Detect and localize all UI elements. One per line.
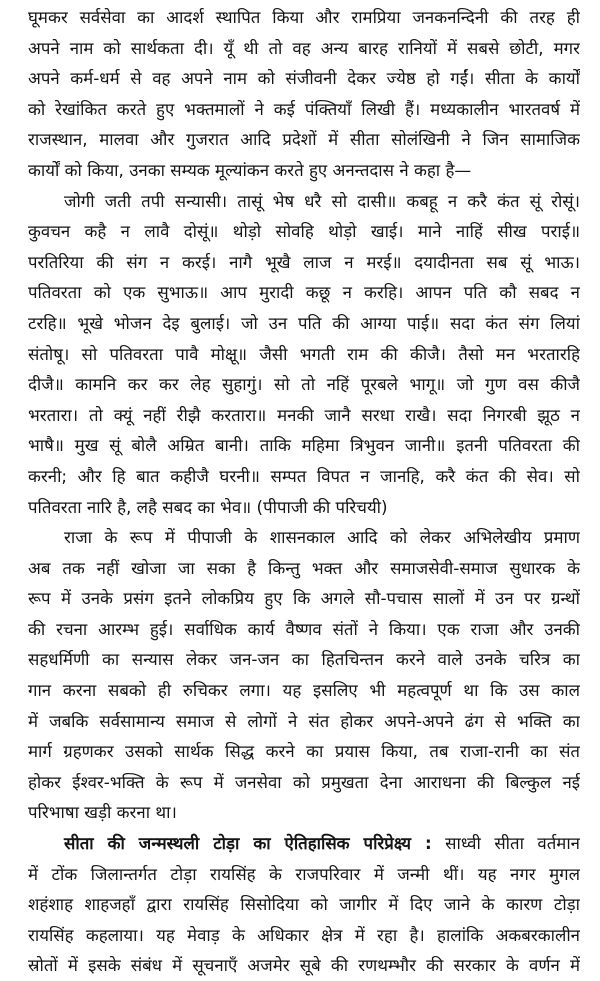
text-line: में टोंक जिलान्तर्गत टोड़ा रायसिंह के राजपरिवार में जन्मी थीं। यह नगर मुगल <box>28 863 580 884</box>
text-line: परतिरिया की संग न करई। नागै भूखै लाज न मरई॥ दयादीनता सब सूं भाऊ। <box>28 251 580 272</box>
text-line: शहंशाह शाहजहाँ द्वारा रायसिंह सिसोदिया को जागीर में दिए जाने के कारण टोड़ा <box>28 894 580 915</box>
text-line: अपने नाम को सार्थकता दी। यूँ थी तो वह अन्य बारह रानियों में सबसे छोटी, मगर <box>28 37 580 58</box>
text-line: भाषै॥ मुख सूं बोलै अम्रित बानी। ताकि महिमा त्रिभुवन जानी॥ इतनी पतिवरता की <box>28 435 580 456</box>
text-line: कार्यों को किया, उनका सम्यक मूल्यांकन करते हुए अनन्तदास ने कहा है— <box>28 159 472 180</box>
text-line: की रचना आरम्भ हुई। सर्वाधिक कार्य वैष्णव संतों ने किया। एक राजा और उनकी <box>28 618 580 639</box>
paragraph-verse-quotation <box>28 186 580 523</box>
text-line: में जबकि सर्वसामान्य समाज से लोगों ने संत होकर अपने-अपने ढंग से भक्ति का <box>28 710 580 731</box>
text-line: राजा के रूप में पीपाजी के शासनकाल आदि को लेकर अभिलेखीय प्रमाण <box>64 527 580 548</box>
paragraph-pipaji-reign <box>28 522 580 828</box>
text-line: घूमकर सर्वसेवा का आदर्श स्थापित किया और रामप्रिया जनकनन्दिनी की तरह ही <box>28 7 580 27</box>
text-line: भरतारा। तो क्यूं नहीं रीझै करतारा॥ मनकी जानै सरधा राखै। सदा निगरबी झूठ न <box>28 404 580 425</box>
text-line: जोगी जती तपी सन्यासी। तासूं भेष धरै सो दासी॥ कबहू न करै कंत सूं रोसूं। <box>64 190 580 211</box>
text-line: अब तक नहीं खोजा जा सका है किन्तु भक्त और समाजसेवी-समाज सुधारक के <box>28 557 580 578</box>
paragraph-intro <box>28 2 580 186</box>
text-line: रायसिंह कहलाया। यह मेवाड़ के अधिकार क्षेत्र में रहा है। हालांकि अकबरकालीन <box>28 924 580 945</box>
text-line: टरहि॥ भूखे भोजन देइ बुलाई। जो उन पति की आग्या पाई॥ सदा कंत संग लियां <box>28 312 580 333</box>
text-line: को रेखांकित करते हुए भक्तमालों ने कई पंक्तियाँ लिखी हैं। मध्यकालीन भारतवर्ष में <box>28 98 580 119</box>
text-line: होकर ईश्वर-भक्ति के रूप में जनसेवा को प्रमुखता देना आराधना की बिल्कुल नई <box>28 771 580 792</box>
section-heading-line <box>28 828 580 859</box>
text-line: करनी; और हि बात कहीजै घरनी॥ सम्पत विपत न जानहि, करै कंत की सेव। सो <box>28 465 580 486</box>
section-heading-continuation: साध्वी सीता वर्तमान <box>431 833 580 854</box>
text-line: गान करना सबको ही रुचिकर लगा। यह इसलिए भी महत्वपूर्ण था कि उस काल <box>28 680 580 701</box>
section-heading: सीता की जन्मस्थली टोड़ा का ऐतिहासिक परिप्रेक्ष्य : <box>64 833 432 854</box>
text-line: सहधर्मिणी का सन्यास लेकर जन-जन का हितचिन्तन करने वाले उनके चरित्र का <box>28 649 580 670</box>
paragraph-toda-history <box>28 828 580 981</box>
text-line: राजस्थान, मालवा और गुजरात आदि प्रदेशों में सीता सोलंखिनी ने जिन सामाजिक <box>28 129 580 150</box>
text-line: पतिवरता को एक सुभाऊ॥ आप मुरादी कछू न करहि। आपन पति कौ सबद न <box>28 282 580 303</box>
text-line: परिभाषा खड़ी करना था। <box>28 802 177 823</box>
text-line: कुवचन कहै न लावै दोसूं॥ थोड़ो सोवहि थोड़ो खाई। माने नाहिं सीख पराई॥ <box>28 221 580 242</box>
text-line: रूप में उनके प्रसंग इतने लोकप्रिय हुए कि अगले सौ-पचास सालों में उन पर ग्रन्थों <box>28 588 580 609</box>
text-line: अपने कर्म-धर्म से वह अपने नाम को संजीवनी देकर ज्येष्ठ हो गईं। सीता के कार्यों <box>28 68 580 89</box>
text-line: दीजै॥ कामनि कर कर लेह सुहागुं। सो तो नहिं पूरबले भागू॥ जो गुण वस कीजै <box>28 374 580 395</box>
text-line: स्रोतों में इसके संबंध में सूचनाएँ अजमेर सूबे की रणथम्भौर की सरकार के वर्णन में <box>28 955 580 976</box>
text-line: संतोषू। सो पतिवरता पावै मोक्षू॥ जैसी भगती राम की कीजै। तैसो मन भरतारहि <box>28 343 580 364</box>
text-line: पतिवरता नारि है, लहै सबद का भेव॥ (पीपाजी की परिचयी) <box>28 496 388 517</box>
text-line: मार्ग ग्रहणकर उसको सार्थक सिद्ध करने का प्रयास किया, तब राजा-रानी का संत <box>28 741 580 762</box>
